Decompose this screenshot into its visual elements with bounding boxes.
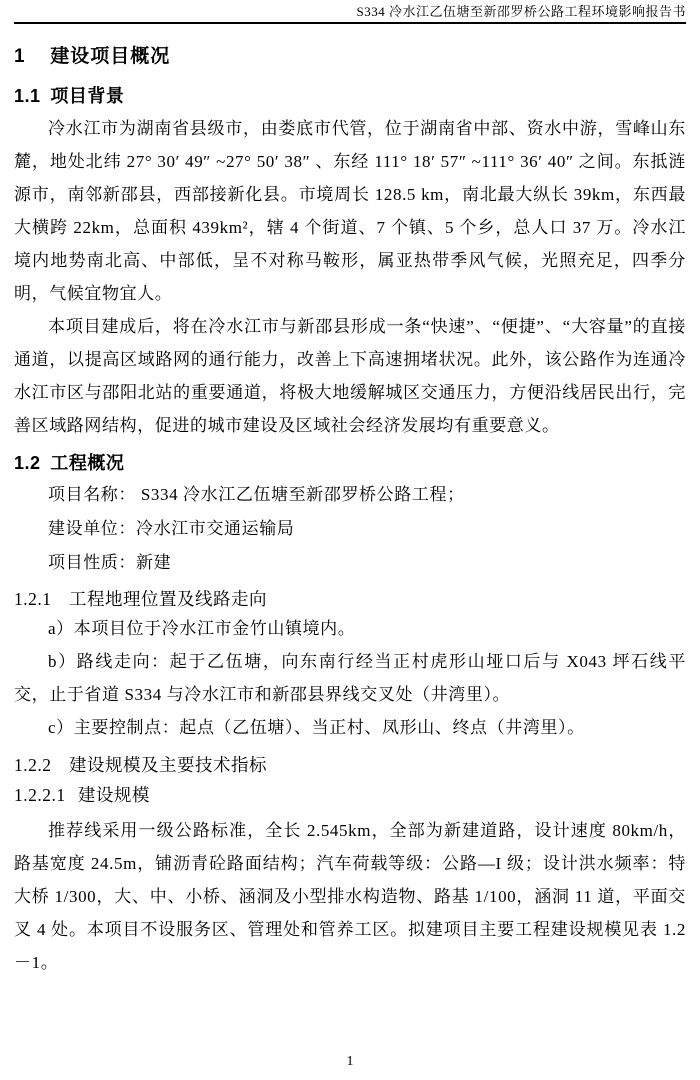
heading-section-1-2-2-title: 建设规模及主要技术指标 xyxy=(69,755,267,775)
paragraph-construction-scale: 推荐线采用一级公路标准，全长 2.545km，全部为新建道路，设计速度 80km/h，路基宽度 24.5m，铺沥青砼路面结构；汽车荷载等级：公路—I 级；设计洪水频率：特大桥 1/300，大、中、小桥、涵洞及小型排水构造物、路基 1/100，涵洞 11 道，平面交叉 4 处。本项目不设服务区、管理处和管养工区。拟建项目主要工程建设规模见表 1.2－1。 xyxy=(14,821,686,972)
heading-section-1-number: 1 xyxy=(14,46,26,67)
heading-section-1-1-title: 项目背景 xyxy=(50,86,125,106)
heading-section-1-2 xyxy=(14,451,686,476)
heading-section-1-2-2-1 xyxy=(14,782,686,808)
heading-section-1-2-1-title: 工程地理位置及线路走向 xyxy=(69,589,267,609)
heading-section-1-2-number: 1.2 xyxy=(14,453,41,473)
heading-section-1-2-1-number: 1.2.1 xyxy=(14,589,52,609)
project-nature-line: 项目性质：新建 xyxy=(48,553,172,572)
heading-section-1-2-2 xyxy=(14,752,686,778)
project-name-line: 项目名称： S334 冷水江乙伍塘至新邵罗桥公路工程； xyxy=(48,485,465,504)
heading-section-1-1 xyxy=(14,84,686,109)
heading-section-1-title: 建设项目概况 xyxy=(50,46,171,67)
heading-section-1-2-2-number: 1.2.2 xyxy=(14,755,52,775)
project-info-block xyxy=(14,478,686,580)
heading-section-1 xyxy=(14,44,686,70)
paragraph-background-1: 冷水江市为湖南省县级市，由娄底市代管，位于湖南省中部、资水中游，雪峰山东麓，地处北纬 27° 30′ 49″ ~27° 50′ 38″ 、东经 111° 18′ 57″ ~111° 36′ 40″ 之间。东抵涟源市，南邻新邵县，西部接新化县。市境周长 128.5 km，南北最大纵长 39km，东西最大横跨 22km，总面积 439km²，辖 4 个街道、7 个镇、5 个乡，总人口 37 万。冷水江境内地势南北高、中部低，呈不对称马鞍形，属亚热带季风气候，光照充足，四季分明，气候宜物宜人。 xyxy=(14,119,686,303)
heading-section-1-2-2-1-title: 建设规模 xyxy=(77,785,150,805)
page-number: 1 xyxy=(346,1054,354,1069)
paragraph-background-2: 本项目建成后，将在冷水江市与新邵县形成一条“快速”、“便捷”、“大容量”的直接通道，以提高区域路网的通行能力，改善上下高速拥堵状况。此外，该公路作为连通冷水江市区与邵阳北站的重要通道，将极大地缓解城区交通压力，方便沿线居民出行，完善区域路网结构，促进的城市建设及区域社会经济发展均有重要意义。 xyxy=(14,317,686,435)
route-item-a: a）本项目位于冷水江市金竹山镇境内。 xyxy=(48,619,356,638)
heading-section-1-2-title: 工程概况 xyxy=(50,453,125,473)
route-item-c: c）主要控制点：起点（乙伍塘）、当正村、凤形山、终点（井湾里）。 xyxy=(48,718,585,737)
heading-section-1-2-2-1-number: 1.2.2.1 xyxy=(14,785,66,805)
page-header xyxy=(14,0,686,24)
heading-section-1-1-number: 1.1 xyxy=(14,86,41,106)
header-title: S334 冷水江乙伍塘至新邵罗桥公路工程环境影响报告书 xyxy=(356,4,686,19)
heading-section-1-2-1 xyxy=(14,586,686,612)
construction-unit-line: 建设单位：冷水江市交通运输局 xyxy=(48,519,295,538)
route-item-b: b）路线走向：起于乙伍塘，向东南行经当正村虎形山垭口后与 X043 坪石线平交，止于省道 S334 与冷水江市和新邵县界线交叉处（井湾里）。 xyxy=(14,652,686,704)
